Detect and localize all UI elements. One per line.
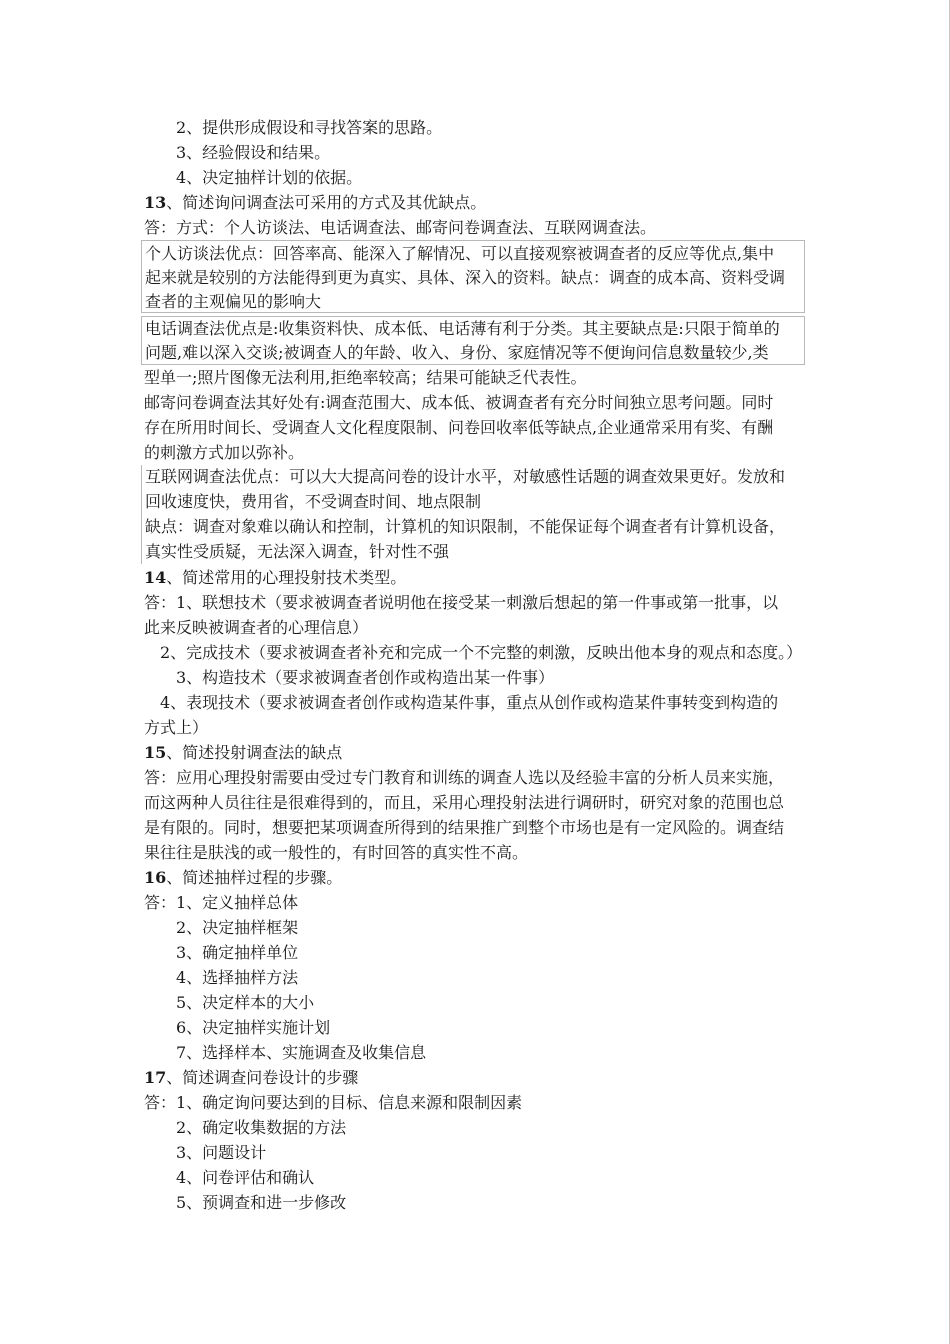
- step-item: 1、确定询问要达到的目标、信息来源和限制因素: [176, 1093, 523, 1112]
- step-item: 2、决定抽样框架: [176, 918, 299, 937]
- paragraph-line: 邮寄问卷调查法其好处有:调查范围大、成本低、被调查者有充分时间独立思考问题。同时: [144, 393, 774, 412]
- question-number: 17: [144, 1068, 167, 1087]
- answer-line: 是有限的。同时，想要把某项调查所得到的结果推广到整个市场也是有一定风险的。调查结: [144, 818, 785, 837]
- paragraph-line: 查者的主观偏见的影响大: [145, 292, 322, 311]
- question-heading: [144, 741, 342, 765]
- step-item: 2、确定收集数据的方法: [176, 1118, 347, 1137]
- step-item: 1、定义抽样总体: [176, 893, 299, 912]
- step-item: 4、选择抽样方法: [176, 968, 299, 987]
- answer-line: 4、表现技术（要求被调查者创作或构造某件事，重点从创作或构造某件事转变到构造的: [160, 693, 779, 712]
- step-item: 3、问题设计: [176, 1143, 267, 1162]
- answer-line: 此来反映被调查者的心理信息）: [144, 618, 369, 637]
- paragraph-line: 互联网调查法优点：可以大大提高问卷的设计水平，对敏感性话题的调查效果更好。发放和: [145, 467, 786, 486]
- paragraph-line: 缺点：调查对象难以确认和控制，计算机的知识限制，不能保证每个调查者有计算机设备，: [145, 517, 786, 536]
- personal-interview-box: [141, 240, 805, 313]
- answer-prefix: 答：: [144, 1093, 177, 1112]
- question-number: 14: [144, 568, 167, 587]
- question-heading: [144, 566, 406, 590]
- question-title: 、简述调查问卷设计的步骤: [166, 1068, 359, 1087]
- paragraph-line: 存在所用时间长、受调查人文化程度限制、问卷回收率低等缺点,企业通常采用有奖、有酬: [144, 418, 774, 437]
- question-number: 15: [144, 743, 167, 762]
- answer-text: 答：方式：个人访谈法、电话调查法、邮寄问卷调查法、互联网调查法。: [144, 218, 657, 237]
- paragraph-line: 起来就是较别的方法能得到更为真实、具体、深入的资料。缺点：调查的成本高、资料受调: [145, 268, 786, 287]
- question-title: 、简述询问调查法可采用的方式及其优缺点。: [166, 193, 487, 212]
- list-item: 4、决定抽样计划的依据。: [176, 168, 363, 187]
- step-item: 5、决定样本的大小: [176, 993, 315, 1012]
- question-heading: [144, 866, 342, 890]
- question-title: 、简述投射调查法的缺点: [166, 743, 343, 762]
- paragraph-line: 回收速度快，费用省，不受调查时间、地点限制: [145, 492, 482, 511]
- question-number: 16: [144, 868, 167, 887]
- answer-line: 方式上）: [144, 718, 209, 737]
- list-item: 3、经验假设和结果。: [176, 143, 331, 162]
- answer-line: 3、构造技术（要求被调查者创作或构造出某一件事）: [176, 668, 555, 687]
- step-item: 7、选择样本、实施调查及收集信息: [176, 1043, 427, 1062]
- step-item: 4、问卷评估和确认: [176, 1168, 315, 1187]
- paragraph-line: 的刺激方式加以弥补。: [144, 443, 305, 462]
- paragraph-line: 真实性受质疑，无法深入调查，针对性不强: [145, 542, 450, 561]
- step-item: 3、确定抽样单位: [176, 943, 299, 962]
- question-number: 13: [144, 193, 167, 212]
- paragraph-line: 个人访谈法优点：回答率高、能深入了解情况、可以直接观察被调查者的反应等优点,集中: [145, 244, 775, 263]
- paragraph-line: 电话调查法优点是:收集资料快、成本低、电话薄有利于分类。其主要缺点是:只限于简单的: [145, 319, 780, 338]
- list-item: 2、提供形成假设和寻找答案的思路。: [176, 118, 443, 137]
- answer-line: 答：应用心理投射需要由受过专门教育和训练的调查人选以及经验丰富的分析人员来实施，: [144, 768, 785, 787]
- phone-survey-box: [141, 316, 805, 365]
- internet-survey-box: [141, 465, 805, 564]
- question-title: 、简述常用的心理投射技术类型。: [166, 568, 407, 587]
- answer-prefix: 答：: [144, 893, 177, 912]
- answer-line: 2、完成技术（要求被调查者补充和完成一个不完整的刺激，反映出他本身的观点和态度。）: [160, 643, 803, 662]
- answer-line: 而这两种人员往往是很难得到的，而且，采用心理投射法进行调研时，研究对象的范围也总: [144, 793, 785, 812]
- question-title: 、简述抽样过程的步骤。: [166, 868, 343, 887]
- step-item: 5、预调查和进一步修改: [176, 1193, 347, 1212]
- paragraph-line: 型单一;照片图像无法利用,拒绝率较高；结果可能缺乏代表性。: [144, 368, 587, 387]
- question-heading: [144, 191, 486, 215]
- step-item: 6、决定抽样实施计划: [176, 1018, 331, 1037]
- paragraph-line: 问题,难以深入交谈;被调查人的年龄、收入、身份、家庭情况等不便询问信息数量较少,类: [145, 343, 769, 362]
- answer-line: 答：1、联想技术（要求被调查者说明他在接受某一刺激后想起的第一件事或第一批事，以: [144, 593, 779, 612]
- answer-line: 果往往是肤浅的或一般性的，有时回答的真实性不高。: [144, 843, 529, 862]
- question-heading: [144, 1066, 358, 1090]
